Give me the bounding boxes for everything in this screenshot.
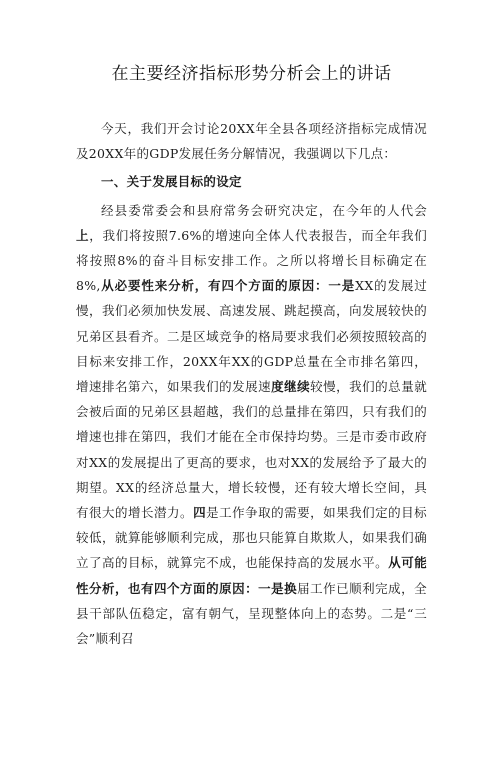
paragraph-text: 是工作争取的需要，如果我们定的目标较低，就算能够顺利完成，那也只能算自欺欺人，如果我们确立了高的目标，就算完不成，也能保持高的发展水平。 — [76, 505, 427, 571]
emphasis-text: 上 — [76, 227, 90, 243]
emphasis-text: 从可能性分析，也有四个方面的原因：一是换 — [76, 555, 428, 596]
document-body — [76, 116, 427, 651]
section-heading: 一、关于发展目标的设定 — [101, 174, 242, 190]
emphasis-text: 度继续 — [271, 379, 311, 395]
intro-paragraph: 今天，我们开会讨论20XX年全县各项经济指标完成情况及20XX年的GDP发展任务分解情况，我强调以下几点： — [76, 121, 427, 162]
emphasis-text: 从必要性来分析，有四个方面的原因：一是 — [100, 278, 356, 294]
paragraph-text: XX的发展过慢，我们必须加快发展、高速发展、跳起摸高，向发展较快的兄弟区县看齐。二是区域竞争的格局要求我们必须按照较高的目标来安排工作，20XX年XX的GDP总量在全市排名第四，增速排名第六，如果我们的发展速 — [76, 278, 427, 395]
paragraph-text: 届工作已顺利完成，全县干部队伍稳定，富有朝气，呈现整体向上的态势。二是“三会”顺利召 — [76, 580, 427, 647]
document-page — [0, 62, 500, 769]
paragraph-text: ，我们将按照7.6%的增速向全体人代表报告，而全年我们将按照8%的奋斗目标安排工作。之所以将增长目标确定在8%, — [76, 227, 427, 294]
document-title: 在主要经济指标形势分析会上的讲话 — [111, 64, 392, 84]
body-paragraph — [76, 198, 427, 652]
emphasis-text: 四 — [193, 505, 207, 521]
paragraph-text: 较慢，我们的总量就会被后面的兄弟区县超越，我们的总量排在第四，只有我们的增速也排在第四，我们才能在全市保持均势。三是市委市政府对XX的发展提出了更高的要求，也对XX的发展给予了最大的期望。XX的经济总量大，增长较慢，还有较大增长空间，具有很大的增长潜力。 — [76, 379, 427, 521]
paragraph-text: 经县委常委会和县府常务会研究决定，在今年的人代会 — [101, 202, 427, 218]
